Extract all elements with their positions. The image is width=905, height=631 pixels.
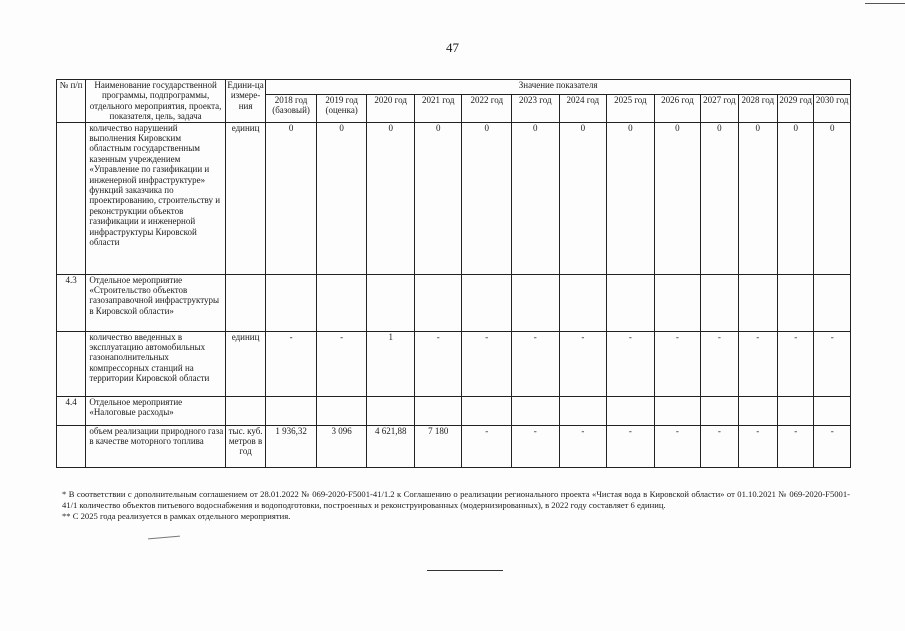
row-value: - xyxy=(316,331,367,396)
row-value: 1 xyxy=(367,331,415,396)
row-value: 0 xyxy=(814,122,851,274)
row-value: 0 xyxy=(367,122,415,274)
row-value xyxy=(607,396,655,425)
page-number: 47 xyxy=(446,40,459,55)
header-year: 2018 год (базовый) xyxy=(266,94,317,122)
row-value xyxy=(777,396,813,425)
row-value: 0 xyxy=(559,122,607,274)
header-year: 2020 год xyxy=(367,94,415,122)
row-value: 0 xyxy=(316,122,367,274)
table-row xyxy=(57,331,851,396)
row-value: - xyxy=(607,425,655,467)
row-value: 0 xyxy=(777,122,813,274)
row-name: объем реализации природного газа в качестве моторного топлива xyxy=(86,425,226,467)
row-value: 7 180 xyxy=(414,425,462,467)
footnote-1: * В соответствии с дополнительным соглашением от 28.01.2022 № 069-2020-F5001-41/1.2 к Соглашению о реализации регионального проекта «Чистая вода в Кировской области» от 01.10.2021 № 069-2020-F5001-41/1 количество объектов питьевого водоснабжения и водоподготовки, построенных и реконструированных (модернизированных), в 2022 году составляет 6 единиц. xyxy=(62,489,850,510)
header-name: Наименование государственной программы, подпрограммы, отдельного мероприятия, проекта, показателя, цель, задача xyxy=(86,80,226,123)
row-value xyxy=(814,274,851,331)
footnote-2: ** С 2025 года реализуется в рамках отдельного мероприятия. xyxy=(62,511,291,522)
footnotes xyxy=(62,489,850,523)
row-value: - xyxy=(462,425,512,467)
header-year: 2026 год xyxy=(654,94,701,122)
header-unit: Едини-ца измере-ния xyxy=(225,80,265,123)
header-year: 2027 год xyxy=(701,94,738,122)
row-value: - xyxy=(512,425,560,467)
pen-stroke xyxy=(148,536,180,540)
row-unit: единиц xyxy=(225,122,265,274)
table-row xyxy=(57,274,851,331)
header-year: 2021 год xyxy=(414,94,462,122)
row-num xyxy=(57,425,86,467)
row-name: Отдельное мероприятие «Налоговые расходы» xyxy=(86,396,226,425)
row-value: - xyxy=(654,331,701,396)
row-unit xyxy=(225,396,265,425)
row-value: - xyxy=(462,331,512,396)
row-num xyxy=(57,331,86,396)
row-value xyxy=(701,396,738,425)
header-year: 2029 год xyxy=(777,94,813,122)
row-name: Отдельное мероприятие «Строительство объектов газозаправочной инфраструктуры в Кировской области» xyxy=(86,274,226,331)
header-year: 2023 год xyxy=(512,94,560,122)
row-value xyxy=(266,396,317,425)
row-value: 0 xyxy=(607,122,655,274)
row-value: 0 xyxy=(266,122,317,274)
header-values-group: Значение показателя xyxy=(266,80,851,95)
top-edge-line xyxy=(865,3,905,4)
row-value: - xyxy=(777,425,813,467)
row-value: 0 xyxy=(414,122,462,274)
header-year: 2024 год xyxy=(559,94,607,122)
row-value xyxy=(559,274,607,331)
row-value: - xyxy=(814,331,851,396)
row-num xyxy=(57,122,86,274)
row-num: 4.3 xyxy=(57,274,86,331)
row-value xyxy=(701,274,738,331)
row-value: - xyxy=(266,331,317,396)
row-value xyxy=(738,274,777,331)
row-value: 0 xyxy=(512,122,560,274)
bottom-separator-line xyxy=(427,570,503,571)
row-value xyxy=(316,274,367,331)
row-value: - xyxy=(414,331,462,396)
row-value xyxy=(367,274,415,331)
row-value: - xyxy=(559,425,607,467)
header-year: 2022 год xyxy=(462,94,512,122)
row-value: - xyxy=(654,425,701,467)
row-unit: тыс. куб. метров в год xyxy=(225,425,265,467)
row-value xyxy=(607,274,655,331)
row-value: - xyxy=(607,331,655,396)
row-value xyxy=(266,274,317,331)
row-value xyxy=(414,396,462,425)
row-value: 0 xyxy=(462,122,512,274)
row-value: 3 096 xyxy=(316,425,367,467)
row-value: - xyxy=(814,425,851,467)
table-row xyxy=(57,396,851,425)
row-num: 4.4 xyxy=(57,396,86,425)
row-unit xyxy=(225,274,265,331)
row-unit: единиц xyxy=(225,331,265,396)
row-value xyxy=(814,396,851,425)
row-value: - xyxy=(512,331,560,396)
row-value xyxy=(654,396,701,425)
row-value xyxy=(462,274,512,331)
row-value: 0 xyxy=(738,122,777,274)
table-row xyxy=(57,425,851,467)
row-name: количество нарушений выполнения Кировским областным государственным казенным учреждением «Управление по газификации и инженерной инфраструктуре» функций заказчика по проектированию, строительству и реконструкции объектов газификации и инженерной инфраструктуры Кировской области xyxy=(86,122,226,274)
row-value: 0 xyxy=(654,122,701,274)
row-value: - xyxy=(559,331,607,396)
indicator-table xyxy=(56,79,851,468)
row-value: - xyxy=(738,425,777,467)
header-year: 2028 год xyxy=(738,94,777,122)
row-value xyxy=(777,274,813,331)
row-value xyxy=(316,396,367,425)
table-body xyxy=(57,122,851,467)
row-value: 4 621,88 xyxy=(367,425,415,467)
row-value xyxy=(738,396,777,425)
row-value: 0 xyxy=(701,122,738,274)
row-value xyxy=(512,274,560,331)
row-value: - xyxy=(701,331,738,396)
row-value: 1 936,32 xyxy=(266,425,317,467)
row-value xyxy=(654,274,701,331)
header-year: 2019 год (оценка) xyxy=(316,94,367,122)
row-value xyxy=(414,274,462,331)
header-num: № п/п xyxy=(57,80,86,123)
row-value: - xyxy=(738,331,777,396)
row-value: - xyxy=(701,425,738,467)
row-value xyxy=(559,396,607,425)
row-value xyxy=(462,396,512,425)
row-value: - xyxy=(777,331,813,396)
row-name: количество введенных в эксплуатацию автомобильных газонаполнительных компрессорных станций на территории Кировской области xyxy=(86,331,226,396)
row-value xyxy=(512,396,560,425)
table-row xyxy=(57,122,851,274)
row-value xyxy=(367,396,415,425)
header-year: 2030 год xyxy=(814,94,851,122)
header-year: 2025 год xyxy=(607,94,655,122)
